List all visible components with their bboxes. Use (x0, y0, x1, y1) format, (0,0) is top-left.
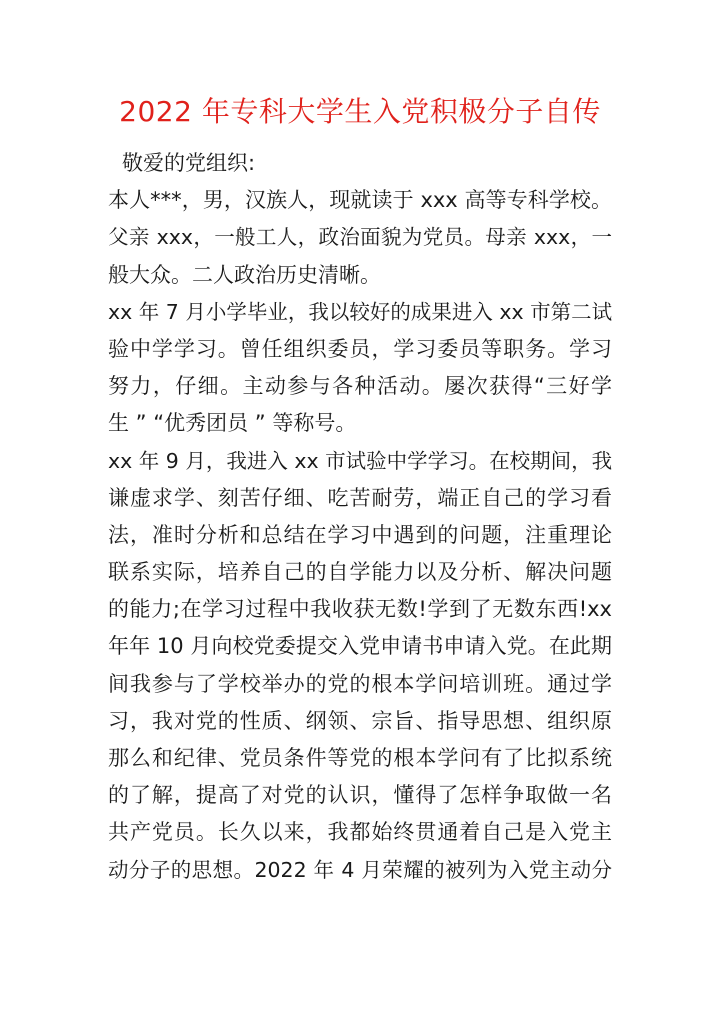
text-line: 习，我对党的性质、纲领、宗旨、指导思想、组织原 (108, 708, 612, 733)
text-line: 生 ” “优秀团员 ” 等称号。 (108, 411, 357, 436)
text-line: 敬爱的党组织: (122, 151, 256, 175)
text-line: 般大众。二人政治历史清晰。 (108, 262, 381, 287)
document-body (108, 145, 612, 889)
text-line: 谦虚求学、刻苦仔细、吃苦耐劳，端正自己的学习看 (108, 485, 612, 510)
document-title: 2022 年专科大学生入党积极分子自传 (119, 95, 601, 128)
text-line: 本人***，男，汉族人，现就读于 xxx 高等专科学校。 (108, 188, 612, 213)
text-line: 间我参与了学校举办的党的根本学问培训班。通过学 (108, 671, 612, 696)
text-line: 动分子的思想。2022 年 4 月荣耀的被列为入党主动分 (108, 857, 612, 882)
text-line: 努力，仔细。主动参与各种活动。屡次获得“三好学 (108, 374, 612, 399)
text-line: 年年 10 月向校党委提交入党申请书申请入党。在此期 (108, 634, 612, 659)
text-line: xx 年 7 月小学毕业，我以较好的成果进入 xx 市第二试 (108, 299, 613, 324)
text-line: 的了解，提高了对党的认识，懂得了怎样争取做一名 (108, 783, 612, 808)
text-line: 验中学学习。曾任组织委员，学习委员等职务。学习 (108, 336, 612, 361)
text-line: 联系实际，培养自己的自学能力以及分析、解决问题 (108, 560, 612, 585)
text-line: 法，准时分析和总结在学习中遇到的问题，注重理论 (108, 522, 612, 547)
text-line: 那么和纪律、党员条件等党的根本学问有了比拟系统 (108, 746, 612, 770)
text-line: 父亲 xxx，一般工人，政治面貌为党员。母亲 xxx，一 (108, 225, 612, 250)
text-line: xx 年 9 月，我进入 xx 市试验中学学习。在校期间，我 (108, 448, 613, 473)
text-line: 的能力;在学习过程中我收获无数!学到了无数东西!xx (108, 597, 612, 622)
text-line: 共产党员。长久以来，我都始终贯通着自己是入党主 (108, 820, 612, 845)
